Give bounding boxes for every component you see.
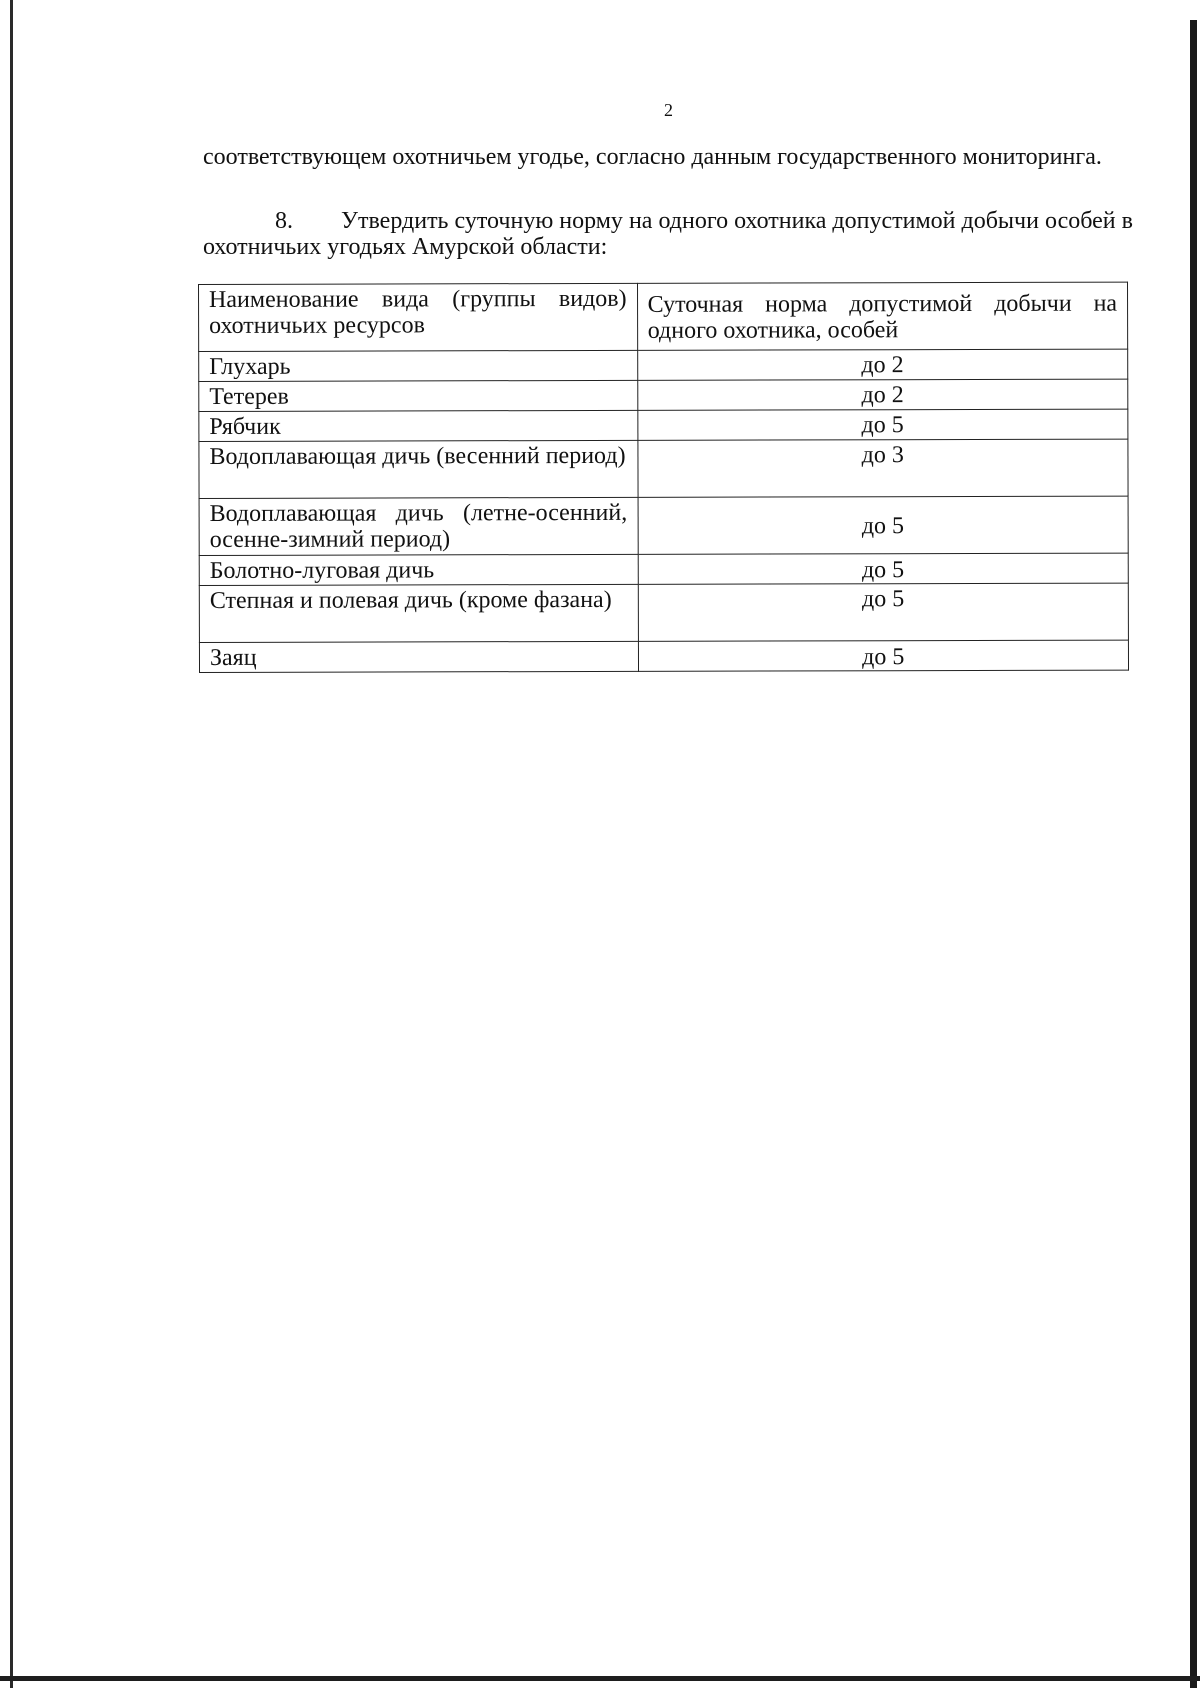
limit-cell: до 5	[638, 553, 1128, 584]
species-cell: Степная и полевая дичь (кроме фазана)	[199, 584, 638, 642]
header-limit: Суточная норма допустимой добычи на одного охотника, особей	[637, 282, 1128, 350]
table-row	[199, 379, 1128, 411]
item-text: Утвердить суточную норму на одного охотника допустимой добычи особей в охотничьих угодьях Амурской области:	[203, 208, 1133, 260]
header-species: Наименование вида (группы видов) охотничьих ресурсов	[199, 283, 638, 351]
scan-edge-bottom	[0, 1676, 1200, 1681]
table-row	[199, 439, 1128, 498]
species-cell: Глухарь	[199, 350, 638, 381]
scan-edge-left	[10, 0, 13, 1688]
page-number: 2	[664, 100, 673, 120]
table-row	[199, 583, 1128, 642]
limit-cell: до 5	[638, 583, 1129, 641]
table-row	[199, 349, 1128, 381]
species-cell: Рябчик	[199, 410, 638, 441]
species-cell: Водоплавающая дичь (весенний период)	[199, 440, 638, 498]
table-row	[199, 409, 1128, 441]
species-cell: Водоплавающая дичь (летне-осенний, осенне-зимний период)	[199, 497, 638, 555]
table-row	[199, 553, 1128, 585]
table-header-row	[199, 282, 1128, 351]
species-cell: Заяц	[199, 641, 638, 672]
scan-edge-right	[1190, 20, 1197, 1688]
limit-cell: до 5	[638, 640, 1128, 671]
table-row	[199, 640, 1128, 672]
species-cell: Тетерев	[199, 380, 638, 411]
hunting-norms-table	[198, 282, 1129, 673]
limit-cell: до 3	[637, 439, 1128, 497]
table-row	[199, 496, 1128, 555]
item-number: 8.	[275, 208, 293, 234]
paragraph-continuation: соответствующем охотничьем угодье, согласно данным государственного мониторинга.	[203, 144, 1102, 170]
limit-cell: до 5	[637, 409, 1127, 440]
limit-cell: до 2	[637, 349, 1127, 380]
paragraph-item-8	[203, 208, 1133, 260]
limit-cell: до 2	[637, 379, 1127, 410]
species-cell: Болотно-луговая дичь	[199, 554, 638, 585]
limit-cell: до 5	[638, 496, 1129, 554]
